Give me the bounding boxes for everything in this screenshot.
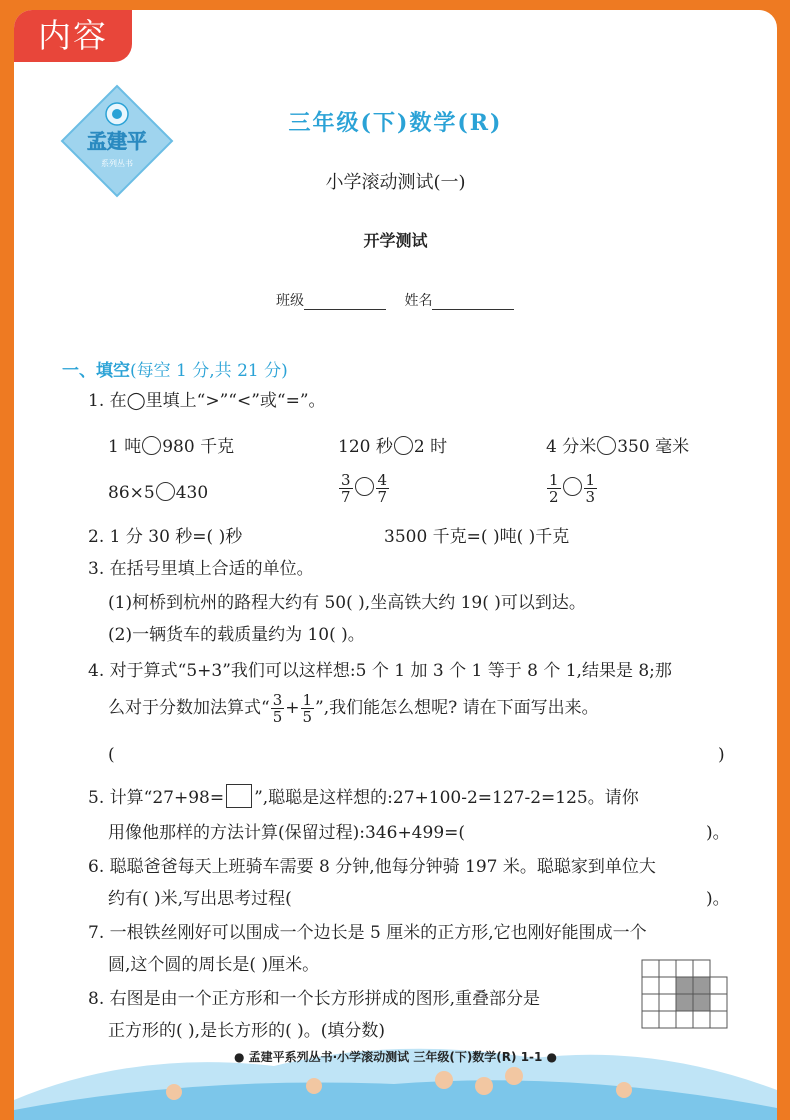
name-field[interactable] (432, 295, 514, 310)
fraction: $\frac{1}{3}$ (585, 471, 596, 506)
grid-cell (693, 994, 710, 1011)
fraction: $\frac{3}{5}$ (272, 691, 283, 726)
q1-item-b: 120 秒 2 时 (338, 437, 448, 457)
grid-cell (710, 994, 727, 1011)
compare-circle[interactable] (355, 477, 374, 496)
name-label: 姓名 (404, 293, 433, 309)
q6-line-2-end: )。 (706, 889, 730, 909)
q1-item-a: 1 吨 980 千克 (108, 437, 235, 457)
section-heading (62, 356, 288, 381)
grid-cell (693, 960, 710, 977)
class-label: 班级 (276, 293, 304, 309)
compare-circle[interactable] (156, 482, 175, 501)
grid-cell (710, 1011, 727, 1028)
fraction: $\frac{1}{2}$ (549, 471, 559, 506)
grid-cell (659, 960, 676, 977)
grid-cells (642, 960, 727, 1028)
grid-cell (659, 994, 676, 1011)
compare-circle[interactable] (563, 477, 582, 496)
logo-sub: 系列丛书 (101, 159, 133, 168)
info-row (276, 290, 528, 310)
test-name: 开学测试 (363, 231, 428, 250)
page-title: 三年级(下)数学(R) (288, 110, 503, 136)
q4-line-1: 4. 对于算式“5+3”我们可以这样想:5 个 1 加 3 个 1 等于 8 个 1,结果是 8;那 (88, 661, 672, 681)
q5-line-2: 用像他那样的方法计算(保留过程):346+499=( (108, 823, 466, 843)
grid-cell (710, 977, 727, 994)
q2-part-a: 2. 1 分 30 秒=( )秒 (88, 527, 243, 547)
q3-line-1: (1)柯桥到杭州的路程大约有 50( ),坐高铁大约 19( )可以到达。 (108, 593, 586, 613)
compare-circle[interactable] (142, 436, 161, 455)
q4-line-2: 么对于分数加法算式“ $\frac{3}{5}$ + $\frac{1}{5}$ ”,我们能怎么想呢? 请在下面写出来。 (108, 691, 599, 726)
q3-line-2: (2)一辆货车的载质量约为 10( )。 (108, 625, 365, 645)
q1-stem: 1. 在◯里填上“>”“<”或“=”。 (88, 391, 326, 411)
q1-item-d: 86×5 430 (108, 483, 209, 503)
page-subtitle: 小学滚动测试(一) (325, 172, 466, 193)
grid-cell (659, 977, 676, 994)
compare-circle[interactable] (394, 436, 413, 455)
q5-line-2-end: )。 (706, 823, 730, 843)
grid-cell (693, 1011, 710, 1028)
class-field[interactable] (304, 295, 386, 310)
grid-cell (642, 1011, 659, 1028)
section-score: (每空 1 分,共 21 分) (130, 361, 288, 381)
overlap-grid-figure (641, 956, 729, 1036)
footer-text: ● 孟建平系列丛书·小学滚动测试 三年级(下)数学(R) 1-1 ● (233, 1050, 558, 1064)
q8-line-2: 正方形的( ),是长方形的( )。(填分数) (108, 1021, 386, 1041)
grid-cell (642, 994, 659, 1011)
q7-line-1: 7. 一根铁丝刚好可以围成一个边长是 5 厘米的正方形,它也刚好能围成一个 (88, 923, 647, 943)
grid-cell (659, 1011, 676, 1028)
q4-answer-close: ) (718, 745, 725, 765)
q8-line-1: 8. 右图是由一个正方形和一个长方形拼成的图形,重叠部分是 (88, 989, 541, 1009)
q6-line-1: 6. 聪聪爸爸每天上班骑车需要 8 分钟,他每分钟骑 197 米。聪聪家到单位大 (88, 857, 656, 877)
grid-cell (693, 977, 710, 994)
grid-cell (676, 994, 693, 1011)
q7-line-2: 圆,这个圆的周长是( )厘米。 (108, 955, 320, 975)
fraction: $\frac{1}{5}$ (302, 691, 313, 726)
grid-cell (676, 977, 693, 994)
grid-cell (676, 960, 693, 977)
q5-line-1: 5. 计算“27+98= ”,聪聪是这样想的:27+100-2=127-2=125。请你 (88, 784, 639, 809)
q3-stem: 3. 在括号里填上合适的单位。 (88, 559, 314, 579)
fraction: $\frac{4}{7}$ (377, 471, 388, 506)
q2-part-b: 3500 千克=( )吨( )千克 (384, 527, 570, 547)
grid-cell (676, 1011, 693, 1028)
q1-item-c: 4 分米 350 毫米 (546, 437, 690, 457)
answer-box[interactable] (226, 784, 252, 808)
q6-line-2: 约有( )米,写出思考过程( (108, 889, 292, 909)
content-tag: 内容 (14, 10, 132, 62)
q1-item-f (546, 472, 598, 505)
logo-name: 孟建平 (87, 129, 147, 153)
fraction: $\frac{3}{7}$ (341, 471, 351, 506)
grid-cell (642, 960, 659, 977)
compare-circle[interactable] (597, 436, 616, 455)
q4-answer-open: ( (108, 745, 115, 765)
exam-sheet (14, 10, 777, 1120)
q1-item-e (338, 472, 390, 505)
footer-decoration (14, 1030, 777, 1120)
grid-cell (642, 977, 659, 994)
section-title: 一、填空 (62, 361, 130, 381)
